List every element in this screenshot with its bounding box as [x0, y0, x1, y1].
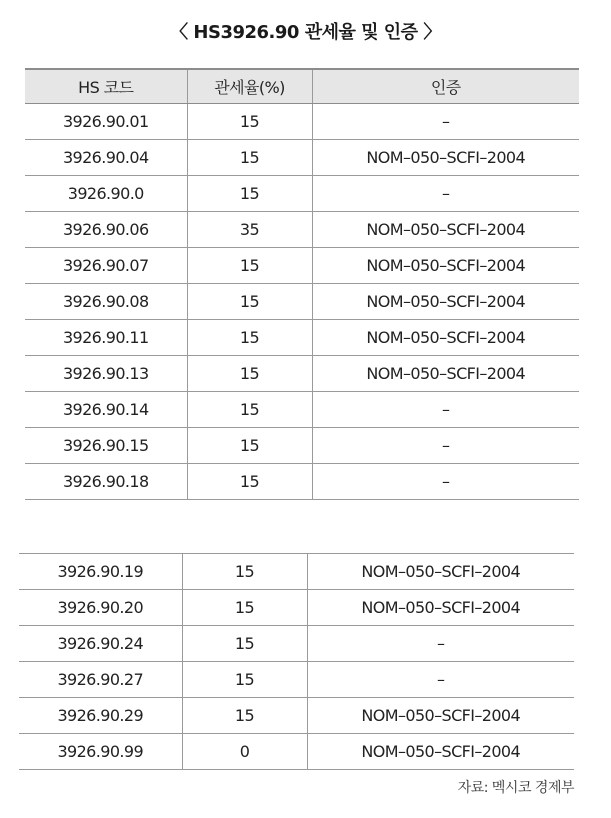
header-tariff-rate: 관세율(%)	[187, 69, 312, 104]
header-certification: 인증	[312, 69, 579, 104]
cell-hs-code: 3926.90.0	[25, 176, 187, 212]
cell-certification: –	[312, 428, 579, 464]
cell-hs-code: 3926.90.04	[25, 140, 187, 176]
cell-hs-code: 3926.90.06	[25, 212, 187, 248]
table-row	[25, 248, 579, 284]
cell-hs-code: 3926.90.07	[25, 248, 187, 284]
cell-certification: –	[312, 464, 579, 500]
cell-hs-code: 3926.90.11	[25, 320, 187, 356]
cell-hs-code: 3926.90.99	[19, 734, 182, 770]
cell-tariff-rate: 0	[182, 734, 307, 770]
table-row	[19, 626, 574, 662]
cell-certification: NOM–050–SCFI–2004	[307, 698, 574, 734]
table-row	[25, 284, 579, 320]
cell-certification: NOM–050–SCFI–2004	[312, 248, 579, 284]
cell-tariff-rate: 15	[187, 428, 312, 464]
cell-tariff-rate: 15	[187, 320, 312, 356]
cell-certification: –	[307, 662, 574, 698]
cell-hs-code: 3926.90.29	[19, 698, 182, 734]
cell-hs-code: 3926.90.15	[25, 428, 187, 464]
cell-certification: NOM–050–SCFI–2004	[307, 554, 574, 590]
cell-certification: NOM–050–SCFI–2004	[312, 320, 579, 356]
table-row	[25, 356, 579, 392]
cell-tariff-rate: 15	[182, 662, 307, 698]
cell-hs-code: 3926.90.24	[19, 626, 182, 662]
table-row	[25, 104, 579, 140]
cell-tariff-rate: 15	[187, 464, 312, 500]
cell-tariff-rate: 15	[182, 626, 307, 662]
cell-certification: –	[307, 626, 574, 662]
tariff-table-1	[25, 68, 579, 500]
cell-hs-code: 3926.90.19	[19, 554, 182, 590]
table-row	[19, 590, 574, 626]
table-row	[19, 734, 574, 770]
cell-certification: NOM–050–SCFI–2004	[307, 590, 574, 626]
table-row	[25, 320, 579, 356]
cell-tariff-rate: 15	[187, 104, 312, 140]
page-title: 〈 HS3926.90 관세율 및 인증 〉	[170, 22, 441, 43]
table-row	[25, 464, 579, 500]
cell-hs-code: 3926.90.13	[25, 356, 187, 392]
cell-hs-code: 3926.90.20	[19, 590, 182, 626]
table-row	[25, 212, 579, 248]
cell-tariff-rate: 15	[187, 176, 312, 212]
table-row	[19, 554, 574, 590]
cell-certification: –	[312, 176, 579, 212]
cell-certification: NOM–050–SCFI–2004	[312, 284, 579, 320]
table-row	[25, 176, 579, 212]
cell-certification: –	[312, 392, 579, 428]
cell-hs-code: 3926.90.08	[25, 284, 187, 320]
cell-hs-code: 3926.90.01	[25, 104, 187, 140]
table-header-row	[25, 69, 579, 104]
cell-hs-code: 3926.90.18	[25, 464, 187, 500]
cell-tariff-rate: 15	[187, 392, 312, 428]
cell-tariff-rate: 35	[187, 212, 312, 248]
header-hs-code: HS 코드	[25, 69, 187, 104]
table-row	[19, 698, 574, 734]
cell-certification: NOM–050–SCFI–2004	[312, 356, 579, 392]
cell-tariff-rate: 15	[182, 554, 307, 590]
cell-tariff-rate: 15	[187, 284, 312, 320]
tariff-table-2	[19, 553, 574, 770]
table-row	[19, 662, 574, 698]
cell-tariff-rate: 15	[182, 698, 307, 734]
cell-hs-code: 3926.90.27	[19, 662, 182, 698]
cell-certification: NOM–050–SCFI–2004	[312, 140, 579, 176]
cell-tariff-rate: 15	[187, 140, 312, 176]
cell-certification: NOM–050–SCFI–2004	[312, 212, 579, 248]
cell-tariff-rate: 15	[182, 590, 307, 626]
cell-certification: NOM–050–SCFI–2004	[307, 734, 574, 770]
cell-hs-code: 3926.90.14	[25, 392, 187, 428]
source-note: 자료: 멕시코 경제부	[457, 780, 574, 796]
cell-certification: –	[312, 104, 579, 140]
table-row	[25, 140, 579, 176]
cell-tariff-rate: 15	[187, 356, 312, 392]
table-row	[25, 428, 579, 464]
table-row	[25, 392, 579, 428]
cell-tariff-rate: 15	[187, 248, 312, 284]
